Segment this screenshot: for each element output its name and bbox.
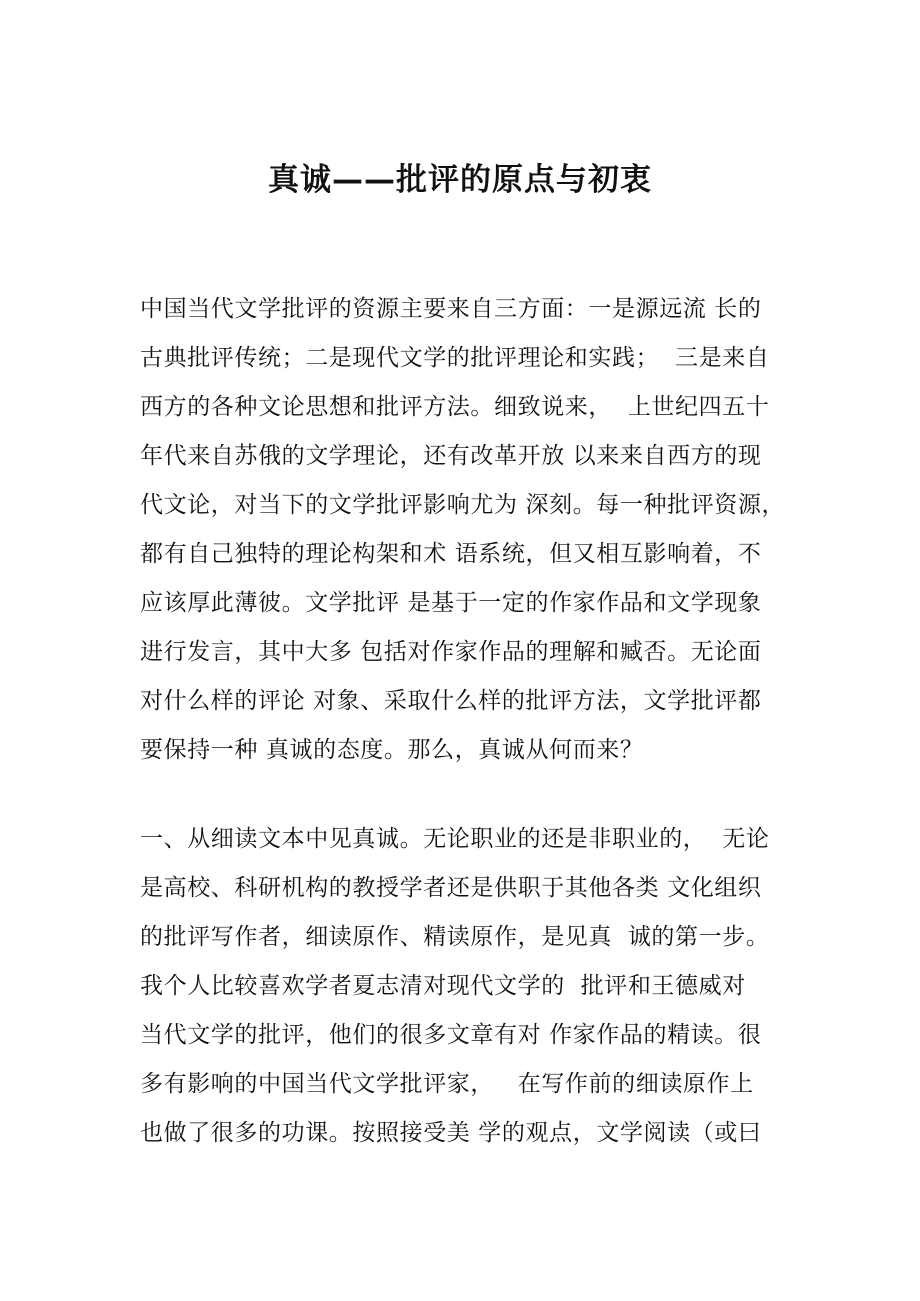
text-line: 是高校、科研机构的教授学者还是供职于其他各类 文化组织 (140, 875, 762, 901)
text-line: 的批评写作者，细读原作、精读原作，是见真 诚的第一步。 (140, 924, 770, 950)
text-line: 应该厚此薄彼。文学批评 是基于一定的作家作品和文学现象 (140, 590, 762, 616)
text-line: 中国当代文学批评的资源主要来自三方面：一是源远流 长的 (140, 296, 762, 322)
text-line: 要保持一种 真诚的态度。那么，真诚从何而来？ (140, 737, 644, 763)
text-line: 西方的各种文论思想和批评方法。细致说来， 上世纪四五十 (140, 394, 770, 420)
document-title: 真诚——批评的原点与初衷 (268, 162, 652, 198)
text-line: 我个人比较喜欢学者夏志清对现代文学的 批评和王德威对 (140, 973, 746, 999)
text-line: 对什么样的评论 对象、采取什么样的批评方法，文学批评都 (140, 688, 762, 714)
text-line: 年代来自苏俄的文学理论，还有改革开放 以来来自西方的现 (140, 443, 762, 469)
text-line: 代文论，对当下的文学批评影响尤为 深刻。每一种批评资源， (140, 492, 786, 518)
text-line: 也做了很多的功课。按照接受美 学的观点，文学阅读（或曰 (140, 1120, 762, 1146)
text-line: 一、从细读文本中见真诚。无论职业的还是非职业的， 无论 (140, 826, 770, 852)
text-line: 都有自己独特的理论构架和术 语系统，但又相互影响着，不 (140, 541, 762, 567)
text-line: 多有影响的中国当代文学批评家， 在写作前的细读原作上 (140, 1071, 754, 1097)
paragraph-section-one (140, 815, 800, 1158)
text-line: 进行发言，其中大多 包括对作家作品的理解和臧否。无论面 (140, 639, 762, 665)
text-line: 当代文学的批评，他们的很多文章有对 作家作品的精读。很 (140, 1022, 762, 1048)
paragraph-intro (140, 285, 800, 775)
text-line: 古典批评传统；二是现代文学的批评理论和实践； 三是来自 (140, 345, 770, 371)
